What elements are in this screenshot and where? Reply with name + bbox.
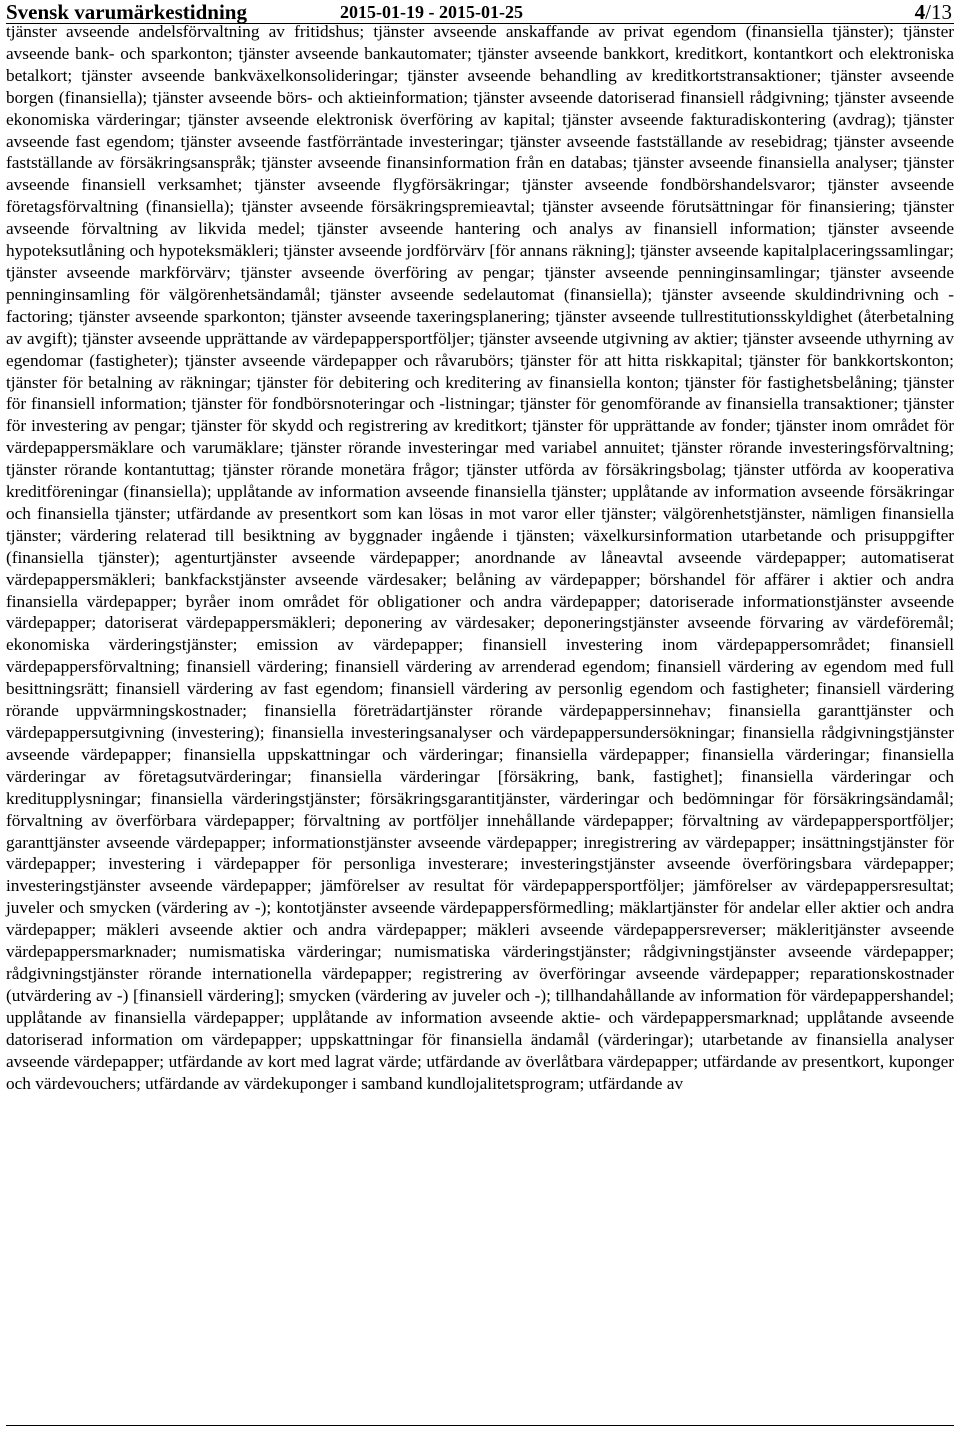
publication-title: Svensk varumärkestidning — [6, 0, 247, 24]
page-number — [915, 1, 952, 23]
footer-divider — [6, 1425, 954, 1426]
page-total: 13 — [931, 0, 952, 24]
date-range: 2015-01-19 - 2015-01-25 — [340, 2, 523, 22]
page-header — [6, 1, 954, 23]
goods-services-text: tjänster avseende andelsförvaltning av fritidshus; tjänster avseende anskaffande av privat egendom (finansiella tjänster); tjänster avseende bank- och sparkonton; tjänster avseende bankautomater; tjänster avseende bankkort, kreditkort, kontantkort och elektroniska betalkort; tjänster avseende bankväxelkonsolideringar; tjänster avseende behandling av kreditkortstransaktioner; tjänster avseende borgen (finansiella); tjänster avseende börs- och aktieinformation; tjänster avseende datoriserad finansiell rådgivning; tjänster avseende ekonomiska värderingar; tjänster avseende elektronisk överföring av kapital; tjänster avseende fakturadiskontering (avdrag); tjänster avseende fast egendom; tjänster avseende fastförräntade investeringar; tjänster avseende fastställande av resebidrag; tjänster avseende fastställande av försäkringsanspråk; tjänster avseende finansinformation från en databas; tjänster avseende finansiella analyser; tjänster avseende finansiell verksamhet; tjänster avseende flygförsäkringar; tjänster avseende fondbörshandelsvaror; tjänster avseende företagsförvaltning (finansiella); tjänster avseende försäkringspremieavtal; tjänster avseende förutsättningar för finansiering; tjänster avseende förvaltning av likvida medel; tjänster avseende hantering och analys av finansiell information; tjänster avseende hypoteksutlåning och hypoteksmäkleri; tjänster avseende jordförvärv [för annans räkning]; tjänster avseende kapitalplaceringssamlingar; tjänster avseende markförvärv; tjänster avseende överföring av pengar; tjänster avseende penninginsamlingar; tjänster avseende penninginsamling för välgörenhetsändamål; tjänster avseende sedelautomat (finansiella); tjänster avseende skuldindrivning och -factoring; tjänster avseende sparkonton; tjänster avseende taxeringsplanering; tjänster avseende tullrestitutionsskyldighet (återbetalning av avgift); tjänster avseende upprättande av värdepappersportföljer; tjänster avseende utgivning av aktier; tjänster avseende uthyrning av egendomar (fastigheter); tjänster avseende värdepapper och råvarubörs; tjänster för att hitta riskkapital; tjänster för bankkortskonton; tjänster för betalning av räkningar; tjänster för debitering och kreditering av finansiella konton; tjänster för fastighetsbelåning; tjänster för finansiell information; tjänster för fondbörsnoteringar och -listningar; tjänster för genomförande av finansiella transaktioner; tjänster för investering av pengar; tjänster för skydd och registrering av kreditkort; tjänster för upprättande av fonder; tjänster inom området för värdepappersmäklare och varumäklare; tjänster rörande investeringar med variabel annuitet; tjänster rörande investeringsförvaltning; tjänster rörande kontantuttag; tjänster rörande monetära frågor; tjänster utförda av försäkringsbolag; tjänster utförda av kooperativa kreditföreningar (finansiella); upplåtande av information avseende finansiella tjänster; upplåtande av information avseende försäkringar och finansiella tjänster; utfärdande av presentkort som kan lösas in mot varor eller tjänster; välgörenhetstjänster, nämligen finansiella tjänster; värdering relaterad till besiktning av byggnader ingående i tjänsten; växelkursinformation utarbetande och prisuppgifter (finansiella tjänster); agenturtjänster avseende värdepapper; anordnande av låneavtal avseende värdepapper; automatiserat värdepappersmäkleri; bankfackstjänster avseende värdesaker; belåning av värdepapper; börshandel för affärer i aktier och andra finansiella värdepapper; byråer inom området för obligationer och andra värdepapper; datoriserade informationstjänster avseende värdepapper; datoriserat värdepappersmäkleri; deponering av värdesaker; deponeringstjänster avseende förvaring av värdeföremål; ekonomiska värderingstjänster; emission av värdepapper; finansiell investering inom värdepappersområdet; finansiell värdepappersförvaltning; finansiell värdering; finansiell värdering av arrenderad egendom; finansiell värdering av egendom med full besittningsrätt; finansiell värdering av fast egendom; finansiell värdering av personlig egendom och fastigheter; finansiell värdering rörande uppvärmningskostnader; finansiella företrädartjänster rörande värdepappersinnehav; finansiella garanttjänster och värdepappersutgivning (investering); finansiella investeringsanalyser och värdepappersundersökningar; finansiella rådgivningstjänster avseende värdepapper; finansiella uppskattningar och värderingar; finansiella värdepapper; finansiella värderingar; finansiella värderingar av företagsutvärderingar; finansiella värderingar [försäkring, bank, fastighet]; finansiella värderingar och kreditupplysningar; finansiella värderingstjänster; försäkringsgarantitjänster, värderingar och bedömningar för försäkringsändamål; förvaltning av överförbara värdepapper; förvaltning av portföljer innehållande värdepapper; förvaltning av värdepappersportföljer; garanttjänster avseende värdepapper; informationstjänster avseende värdepapper; inregistrering av värdepapper; insättningstjänster för värdepapper; investering i värdepapper för personliga investerare; investeringstjänster avseende överföringsbara värdepapper; investeringstjänster avseende värdepapper; jämförelser av resultat för värdepappersportföljer; jämförelser av värdepappersresultat; juveler och smycken (värdering av -); kontotjänster avseende värdepappersförmedling; mäklartjänster för andelar eller aktier och andra värdepapper; mäkleri avseende aktier och andra värdepapper; mäkleri avseende värdepappersreverser; mäkleritjänster avseende värdepappersmarknader; numismatiska värderingar; numismatiska värderingstjänster; rådgivningstjänster avseende värdepapper; rådgivningstjänster rörande internationella värdepapper; registrering av överföringar avseende värdepapper; reparationskostnader (utvärdering av -) [finansiell värdering]; smycken (värdering av juveler och -); tillhandahållande av information för värdepappershandel; upplåtande av finansiella värdepapper; upplåtande av information avseende aktie- och värdepappersmarknad; upplåtande avseende datoriserad information om värdepapper; uppskattningar för finansiella ändamål (värderingar); utarbetande av finansiella analyser avseende värdepapper; utfärdande av kort med lagrat värde; utfärdande av överlåtbara värdepapper; utfärdande av presentkort, kuponger och värdevouchers; utfärdande av värdekuponger i samband kundlojalitetsprogram; utfärdande av — [6, 22, 954, 1093]
page-current: 4 — [914, 0, 926, 24]
page-separator: / — [925, 0, 931, 24]
